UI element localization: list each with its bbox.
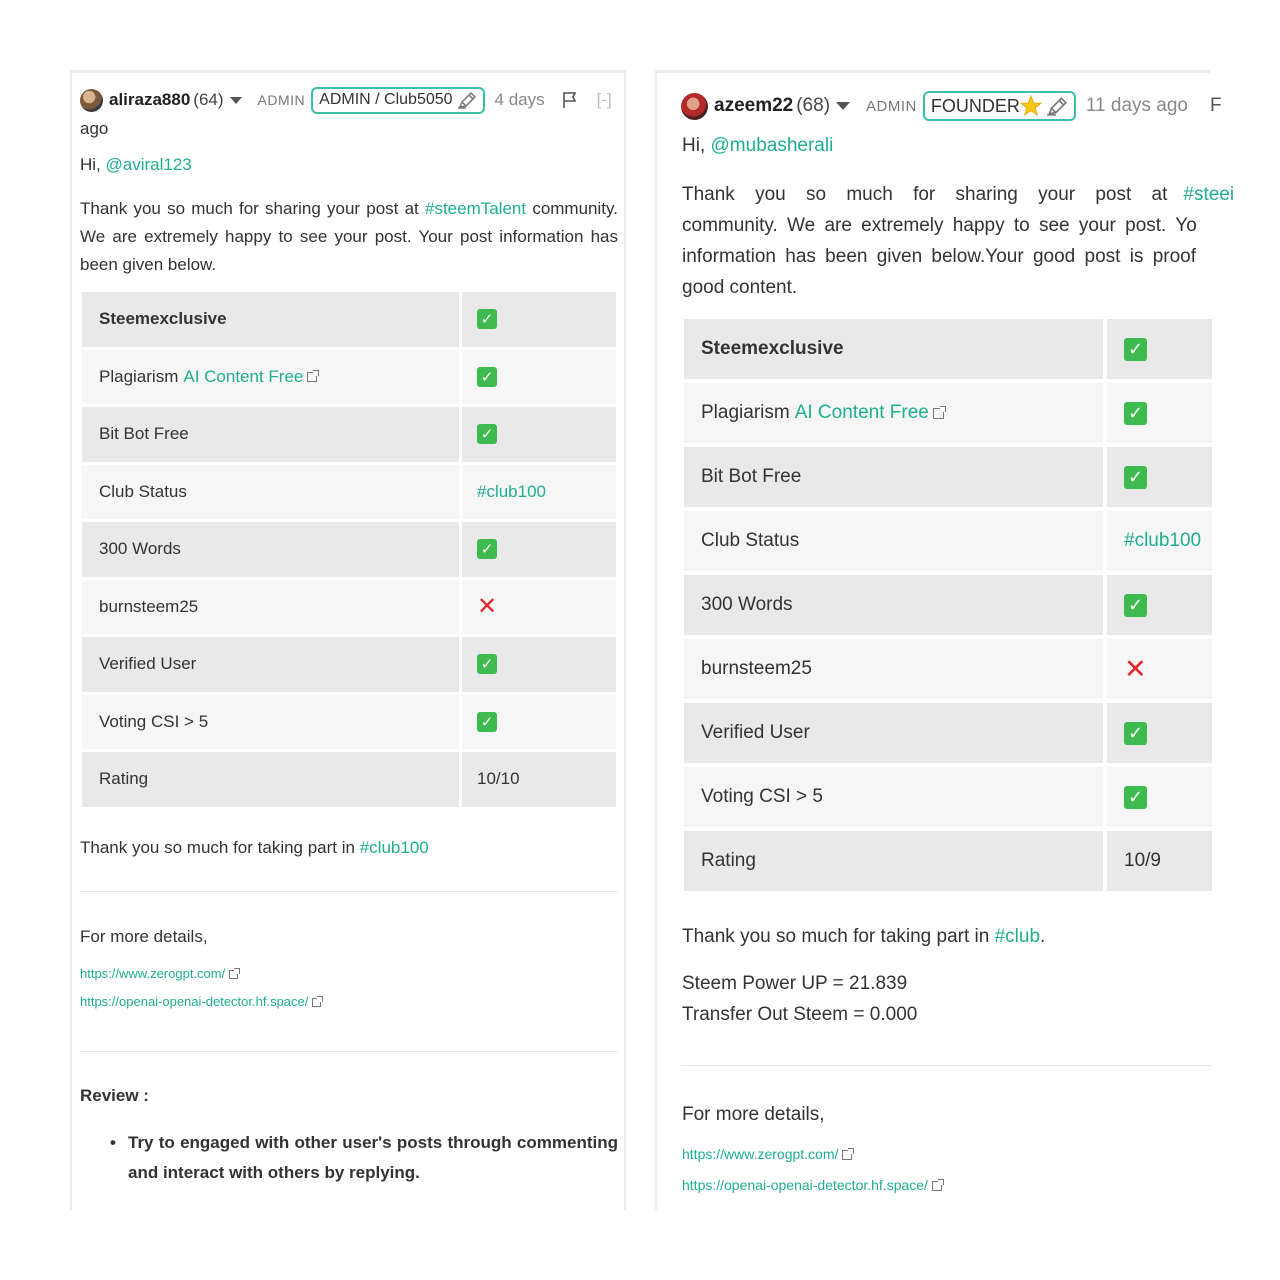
intro-line-2: community. We are extremely happy to see your post. Yo bbox=[682, 215, 1197, 236]
greeting-text: Hi, bbox=[80, 155, 101, 174]
table-cell-label bbox=[684, 767, 1103, 827]
intro-rest: community. We are extremely happy to see your post. Your post information has been given below. bbox=[80, 199, 618, 274]
check-mark-icon: ✓ bbox=[477, 309, 497, 329]
check-mark-icon: ✓ bbox=[477, 539, 497, 559]
community-tag-link[interactable]: #steei bbox=[1183, 184, 1235, 205]
table-row bbox=[684, 511, 1212, 571]
row-value: 10/9 bbox=[1124, 850, 1161, 871]
community-tag-link[interactable]: #steemTalent bbox=[424, 199, 527, 218]
table-cell-value bbox=[462, 637, 616, 692]
table-cell-label bbox=[684, 703, 1103, 763]
avatar[interactable] bbox=[681, 93, 708, 120]
table-cell-value bbox=[462, 465, 616, 520]
row-label: Club Status bbox=[701, 530, 800, 551]
table-cell-label bbox=[82, 407, 459, 462]
ai-content-free-link[interactable]: AI Content Free bbox=[183, 366, 304, 386]
check-mark-icon: ✓ bbox=[1124, 594, 1147, 617]
table-cell-value bbox=[1107, 319, 1212, 379]
table-cell-label bbox=[82, 580, 459, 635]
timestamp-continued: ago bbox=[80, 119, 109, 138]
divider bbox=[80, 891, 618, 892]
table-cell-value bbox=[1107, 511, 1212, 571]
mention-link[interactable]: @mubasherali bbox=[710, 135, 834, 156]
table-cell-label bbox=[82, 522, 459, 577]
author-reputation: (68) bbox=[796, 95, 831, 116]
table-row bbox=[82, 522, 616, 577]
check-mark-icon: ✓ bbox=[1124, 786, 1147, 809]
table-row bbox=[684, 639, 1212, 699]
table-row bbox=[82, 695, 616, 750]
table-cell-label bbox=[82, 465, 459, 520]
table-cell-value bbox=[462, 752, 616, 807]
table-cell-label bbox=[82, 752, 459, 807]
role-badge bbox=[311, 87, 484, 114]
table-cell-label bbox=[684, 319, 1103, 379]
zerogpt-link-text: https://www.zerogpt.com/ bbox=[682, 1146, 839, 1162]
author-name[interactable]: aliraza880 bbox=[109, 90, 191, 109]
table-cell-label bbox=[82, 350, 459, 405]
row-label: burnsteem25 bbox=[99, 596, 199, 616]
closing-period: . bbox=[1040, 926, 1046, 947]
table-row bbox=[684, 575, 1212, 635]
table-row bbox=[82, 637, 616, 692]
table-row bbox=[684, 703, 1212, 763]
intro-line-4: good content. bbox=[682, 277, 798, 298]
table-cell-label bbox=[684, 383, 1103, 443]
divider bbox=[80, 1051, 618, 1052]
collapse-toggle[interactable]: [-] bbox=[596, 90, 612, 109]
table-cell-value bbox=[462, 522, 616, 577]
table-row bbox=[82, 465, 616, 520]
intro-paragraph bbox=[682, 179, 1235, 303]
comment-header bbox=[80, 87, 612, 113]
table-cell-label bbox=[684, 447, 1103, 507]
table-cell-value bbox=[1107, 383, 1212, 443]
row-label: Steemexclusive bbox=[701, 338, 844, 359]
table-row bbox=[684, 447, 1212, 507]
table-cell-value bbox=[1107, 447, 1212, 507]
row-value: 10/10 bbox=[477, 769, 520, 789]
table-row bbox=[82, 350, 616, 405]
closing-text: Thank you so much for taking part in bbox=[682, 926, 990, 947]
comment-header bbox=[681, 91, 1222, 121]
table-cell-label bbox=[684, 511, 1103, 571]
table-cell-label bbox=[82, 695, 459, 750]
table-row bbox=[684, 831, 1212, 891]
check-mark-icon: ✓ bbox=[477, 367, 497, 387]
external-link-icon bbox=[842, 1150, 852, 1160]
table-cell-value bbox=[462, 350, 616, 405]
avatar[interactable] bbox=[80, 89, 103, 112]
table-cell-label bbox=[82, 292, 459, 347]
row-label: 300 Words bbox=[99, 539, 181, 559]
check-mark-icon: ✓ bbox=[1124, 338, 1147, 361]
intro-text: Thank you so much for sharing your post at bbox=[80, 199, 419, 218]
detector-link[interactable] bbox=[682, 1177, 942, 1193]
club-tag-link[interactable]: #club100 bbox=[1124, 530, 1202, 551]
check-mark-icon: ✓ bbox=[477, 712, 497, 732]
review-item: Try to engaged with other user's posts through commenting and interact with others by replying. bbox=[128, 1133, 618, 1182]
row-label: Voting CSI > 5 bbox=[701, 786, 823, 807]
table-row bbox=[684, 383, 1212, 443]
review-heading: Review : bbox=[80, 1086, 149, 1105]
row-label: burnsteem25 bbox=[701, 658, 812, 679]
table-cell-value bbox=[1107, 831, 1212, 891]
flag-icon[interactable] bbox=[561, 91, 579, 109]
table-cell-value bbox=[1107, 703, 1212, 763]
details-heading: For more details, bbox=[682, 1104, 825, 1125]
intro-line-3: information has been given below.Your good post is proof bbox=[682, 246, 1197, 267]
table-cell-label bbox=[82, 637, 459, 692]
row-label: Club Status bbox=[99, 481, 187, 501]
club-tag-link[interactable]: #club100 bbox=[477, 481, 547, 501]
table-cell-value bbox=[1107, 575, 1212, 635]
details-heading: For more details, bbox=[80, 927, 208, 946]
caret-down-icon[interactable] bbox=[230, 97, 242, 104]
external-link-icon bbox=[933, 408, 944, 419]
table-cell-value bbox=[462, 580, 616, 635]
detector-link-text: https://openai-openai-detector.hf.space/ bbox=[80, 994, 309, 1009]
zerogpt-link[interactable] bbox=[682, 1146, 852, 1162]
external-link-icon bbox=[312, 998, 321, 1007]
divider bbox=[682, 1065, 1212, 1066]
row-label: Bit Bot Free bbox=[701, 466, 802, 487]
table-row bbox=[82, 580, 616, 635]
check-mark-icon: ✓ bbox=[1124, 402, 1147, 425]
badge-label: FOUNDER bbox=[930, 95, 1020, 116]
table-row bbox=[684, 767, 1212, 827]
role-label: ADMIN bbox=[257, 92, 306, 108]
star-icon bbox=[1020, 95, 1042, 117]
row-label: 300 Words bbox=[701, 594, 793, 615]
table-cell-value bbox=[462, 695, 616, 750]
row-label: Rating bbox=[701, 850, 756, 871]
external-link-icon bbox=[229, 970, 238, 979]
external-link-icon bbox=[307, 372, 317, 382]
comment-card-left bbox=[70, 70, 626, 1210]
steem-power-line: Steem Power UP = 21.839 bbox=[682, 973, 908, 994]
flag-icon[interactable]: F bbox=[1210, 95, 1222, 116]
author-reputation: (64) bbox=[193, 90, 224, 109]
check-mark-icon: ✓ bbox=[477, 654, 497, 674]
role-badge bbox=[923, 91, 1076, 121]
row-label: Plagiarism bbox=[99, 366, 179, 386]
table-row bbox=[82, 407, 616, 462]
row-label: Rating bbox=[99, 769, 149, 789]
pencil-icon bbox=[1046, 96, 1068, 116]
greeting-text: Hi, bbox=[682, 135, 706, 156]
table-cell-value bbox=[1107, 639, 1212, 699]
intro-text: Thank you so much for sharing your post at bbox=[682, 184, 1168, 205]
timestamp[interactable]: 4 days bbox=[494, 90, 545, 109]
row-label: Voting CSI > 5 bbox=[99, 711, 209, 731]
table-cell-label bbox=[684, 575, 1103, 635]
closing-text: Thank you so much for taking part in bbox=[80, 838, 355, 857]
pencil-icon bbox=[457, 91, 477, 109]
caret-down-icon[interactable] bbox=[836, 102, 850, 110]
status-table bbox=[82, 292, 616, 809]
closing-line bbox=[682, 926, 1045, 948]
closing-line bbox=[80, 838, 429, 858]
role-label: ADMIN bbox=[866, 97, 917, 115]
ai-content-free-link[interactable]: AI Content Free bbox=[794, 402, 929, 423]
badge-label: ADMIN / Club5050 bbox=[319, 91, 453, 108]
table-row bbox=[82, 292, 616, 347]
review-bullet: • bbox=[110, 1133, 116, 1152]
detector-link-text: https://openai-openai-detector.hf.space/ bbox=[682, 1177, 928, 1193]
intro-line-1 bbox=[682, 179, 1242, 210]
mention-link[interactable]: @aviral123 bbox=[105, 155, 192, 174]
table-cell-label bbox=[684, 639, 1103, 699]
zerogpt-link-text: https://www.zerogpt.com/ bbox=[80, 966, 226, 981]
table-cell-value bbox=[462, 407, 616, 462]
zerogpt-link[interactable] bbox=[80, 966, 238, 981]
author-name[interactable]: azeem22 bbox=[714, 95, 794, 116]
row-label: Steemexclusive bbox=[99, 309, 227, 329]
table-cell-label bbox=[684, 831, 1103, 891]
check-mark-icon: ✓ bbox=[477, 424, 497, 444]
greeting bbox=[80, 155, 192, 175]
intro-paragraph bbox=[80, 195, 618, 279]
row-label: Bit Bot Free bbox=[99, 424, 189, 444]
table-cell-value bbox=[1107, 767, 1212, 827]
greeting bbox=[682, 135, 833, 157]
row-label: Verified User bbox=[99, 654, 197, 674]
table-row bbox=[82, 752, 616, 807]
comment-card-right bbox=[655, 70, 1235, 1210]
detector-link[interactable] bbox=[80, 994, 321, 1009]
status-table bbox=[684, 319, 1212, 895]
external-link-icon bbox=[932, 1181, 942, 1191]
row-label: Plagiarism bbox=[701, 402, 790, 423]
transfer-out-line: Transfer Out Steem = 0.000 bbox=[682, 1004, 918, 1025]
check-mark-icon: ✓ bbox=[1124, 466, 1147, 489]
club-tag-link[interactable]: #club bbox=[994, 926, 1041, 947]
club-tag-link[interactable]: #club100 bbox=[359, 838, 429, 857]
table-row bbox=[684, 319, 1212, 379]
row-label: Verified User bbox=[701, 722, 810, 743]
cross-mark-icon: ✕ bbox=[1124, 653, 1147, 684]
timestamp[interactable]: 11 days ago bbox=[1085, 95, 1188, 116]
table-cell-value bbox=[462, 292, 616, 347]
check-mark-icon: ✓ bbox=[1124, 722, 1147, 745]
cross-mark-icon: ✕ bbox=[477, 593, 498, 621]
